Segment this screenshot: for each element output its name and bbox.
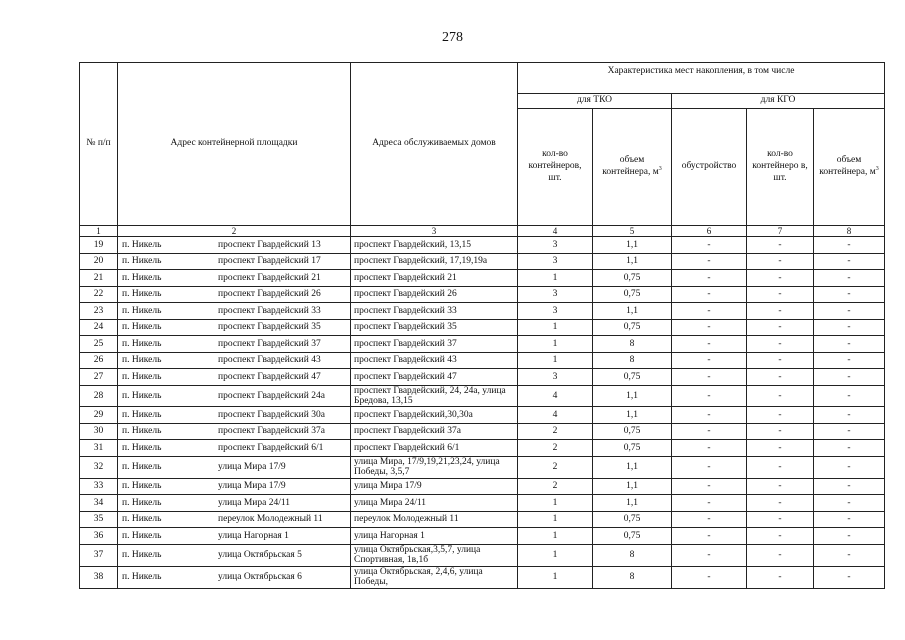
row-number: 22 [80, 286, 118, 303]
header-kgo-arrangement: обустройство [672, 109, 747, 226]
kgo-arrangement: - [672, 385, 747, 407]
site-street: проспект Гвардейский 26 [218, 289, 321, 300]
kgo-count: - [747, 303, 814, 320]
settlement: п. Никель [122, 409, 162, 420]
kgo-volume: - [814, 511, 885, 528]
table-row [80, 385, 885, 407]
tko-volume: 1,1 [593, 385, 672, 407]
site-street: проспект Гвардейский 24а [218, 390, 325, 401]
tko-count: 4 [518, 407, 593, 424]
settlement: п. Никель [122, 239, 162, 250]
settlement: п. Никель [122, 256, 162, 267]
kgo-volume: - [814, 385, 885, 407]
kgo-volume: - [814, 319, 885, 336]
row-number: 34 [80, 495, 118, 512]
table-row [80, 511, 885, 528]
site-street: проспект Гвардейский 37 [218, 338, 321, 349]
kgo-arrangement: - [672, 270, 747, 287]
table-row [80, 270, 885, 287]
row-number: 33 [80, 478, 118, 495]
row-number: 23 [80, 303, 118, 320]
row-number: 27 [80, 369, 118, 386]
site-street: проспект Гвардейский 13 [218, 239, 321, 250]
site-address [118, 544, 351, 566]
header-served-houses: Адреса обслуживаемых домов [351, 63, 518, 226]
row-number: 24 [80, 319, 118, 336]
table-row [80, 456, 885, 478]
served-houses: проспект Гвардейский 35 [351, 319, 518, 336]
site-address [118, 369, 351, 386]
row-number: 29 [80, 407, 118, 424]
tko-count: 2 [518, 478, 593, 495]
site-street: проспект Гвардейский 47 [218, 371, 321, 382]
kgo-arrangement: - [672, 544, 747, 566]
kgo-volume: - [814, 407, 885, 424]
site-street: улица Октябрьская 6 [218, 571, 302, 582]
settlement: п. Никель [122, 571, 162, 582]
tko-count: 1 [518, 352, 593, 369]
site-address [118, 478, 351, 495]
table-row [80, 528, 885, 545]
served-houses: улица Мира, 17/9,19,21,23,24, улица Победы, 3,5,7 [351, 456, 518, 478]
column-number: 1 [80, 226, 118, 237]
kgo-volume: - [814, 286, 885, 303]
kgo-count: - [747, 566, 814, 588]
settlement: п. Никель [122, 371, 162, 382]
settlement: п. Никель [122, 390, 162, 401]
site-address [118, 495, 351, 512]
tko-volume: 8 [593, 352, 672, 369]
kgo-volume: - [814, 423, 885, 440]
kgo-count: - [747, 544, 814, 566]
site-street: улица Мира 24/11 [218, 497, 290, 508]
column-number: 2 [118, 226, 351, 237]
kgo-count: - [747, 385, 814, 407]
kgo-volume: - [814, 253, 885, 270]
row-number: 28 [80, 385, 118, 407]
table-row [80, 544, 885, 566]
header-characteristics: Характеристика мест накопления, в том числе [518, 63, 885, 94]
header-kgo-count: кол-во контейнеро в, шт. [747, 109, 814, 226]
tko-volume: 8 [593, 544, 672, 566]
site-address [118, 423, 351, 440]
kgo-count: - [747, 253, 814, 270]
row-number: 37 [80, 544, 118, 566]
column-number: 5 [593, 226, 672, 237]
served-houses: проспект Гвардейский 37 [351, 336, 518, 353]
page-number: 278 [442, 30, 463, 45]
site-address [118, 286, 351, 303]
tko-count: 1 [518, 544, 593, 566]
kgo-volume: - [814, 544, 885, 566]
kgo-count: - [747, 407, 814, 424]
settlement: п. Никель [122, 272, 162, 283]
tko-count: 4 [518, 385, 593, 407]
kgo-volume: - [814, 352, 885, 369]
kgo-count: - [747, 528, 814, 545]
kgo-arrangement: - [672, 440, 747, 457]
header-num: № п/п [80, 63, 118, 226]
served-houses: проспект Гвардейский,30,30а [351, 407, 518, 424]
tko-volume: 1,1 [593, 253, 672, 270]
site-street: проспект Гвардейский 30а [218, 409, 325, 420]
header-site-address: Адрес контейнерной площадки [118, 63, 351, 226]
served-houses: проспект Гвардейский 43 [351, 352, 518, 369]
column-number: 7 [747, 226, 814, 237]
site-street: проспект Гвардейский 43 [218, 355, 321, 366]
row-number: 38 [80, 566, 118, 588]
site-street: улица Нагорная 1 [218, 530, 289, 541]
site-address [118, 303, 351, 320]
kgo-arrangement: - [672, 286, 747, 303]
row-number: 26 [80, 352, 118, 369]
tko-count: 1 [518, 495, 593, 512]
table-row [80, 566, 885, 588]
tko-volume: 8 [593, 336, 672, 353]
tko-count: 3 [518, 369, 593, 386]
site-address [118, 456, 351, 478]
tko-count: 3 [518, 237, 593, 254]
site-street: проспект Гвардейский 35 [218, 322, 321, 333]
table-row [80, 369, 885, 386]
kgo-count: - [747, 237, 814, 254]
kgo-count: - [747, 319, 814, 336]
kgo-arrangement: - [672, 566, 747, 588]
served-houses: проспект Гвардейский, 17,19,19а [351, 253, 518, 270]
tko-volume: 0,75 [593, 286, 672, 303]
column-number-row [80, 226, 885, 237]
kgo-arrangement: - [672, 237, 747, 254]
tko-volume: 0,75 [593, 440, 672, 457]
site-street: проспект Гвардейский 6/1 [218, 442, 324, 453]
tko-volume: 0,75 [593, 270, 672, 287]
settlement: п. Никель [122, 442, 162, 453]
site-address [118, 407, 351, 424]
table-row [80, 352, 885, 369]
kgo-count: - [747, 286, 814, 303]
kgo-count: - [747, 495, 814, 512]
settlement: п. Никель [122, 530, 162, 541]
settlement: п. Никель [122, 322, 162, 333]
tko-volume: 1,1 [593, 237, 672, 254]
kgo-volume: - [814, 456, 885, 478]
site-address [118, 253, 351, 270]
site-address [118, 352, 351, 369]
site-address [118, 528, 351, 545]
served-houses: улица Октябрьская,3,5,7, улица Спортивная, 1в,1б [351, 544, 518, 566]
site-street: проспект Гвардейский 21 [218, 272, 321, 283]
settlement: п. Никель [122, 549, 162, 560]
tko-count: 1 [518, 511, 593, 528]
tko-volume: 1,1 [593, 495, 672, 512]
settlement: п. Никель [122, 355, 162, 366]
column-number: 8 [814, 226, 885, 237]
kgo-arrangement: - [672, 407, 747, 424]
table-row [80, 237, 885, 254]
served-houses: улица Октябрьская, 2,4,6, улица Победы, [351, 566, 518, 588]
kgo-arrangement: - [672, 495, 747, 512]
site-street: переулок Молодежный 11 [218, 514, 323, 525]
tko-count: 3 [518, 303, 593, 320]
served-houses: проспект Гвардейский 6/1 [351, 440, 518, 457]
kgo-volume: - [814, 369, 885, 386]
tko-count: 2 [518, 423, 593, 440]
served-houses: переулок Молодежный 11 [351, 511, 518, 528]
served-houses: проспект Гвардейский 37а [351, 423, 518, 440]
kgo-volume: - [814, 336, 885, 353]
kgo-volume: - [814, 303, 885, 320]
tko-volume: 8 [593, 566, 672, 588]
header-kgo-volume: объем контейнера, $м^3$ [814, 109, 885, 226]
row-number: 25 [80, 336, 118, 353]
kgo-arrangement: - [672, 369, 747, 386]
settlement: п. Никель [122, 338, 162, 349]
site-address [118, 270, 351, 287]
settlement: п. Никель [122, 514, 162, 525]
served-houses: улица Нагорная 1 [351, 528, 518, 545]
table-row [80, 423, 885, 440]
tko-count: 1 [518, 319, 593, 336]
site-street: проспект Гвардейский 17 [218, 256, 321, 267]
settlement: п. Никель [122, 426, 162, 437]
tko-volume: 1,1 [593, 407, 672, 424]
settlement: п. Никель [122, 497, 162, 508]
table-row [80, 303, 885, 320]
site-street: улица Октябрьская 5 [218, 549, 302, 560]
header-tko-volume: объем контейнера, $м^3$ [593, 109, 672, 226]
tko-volume: 0,75 [593, 511, 672, 528]
site-address [118, 319, 351, 336]
kgo-count: - [747, 369, 814, 386]
kgo-count: - [747, 336, 814, 353]
tko-volume: 0,75 [593, 423, 672, 440]
row-number: 30 [80, 423, 118, 440]
site-street: улица Мира 17/9 [218, 481, 286, 492]
kgo-arrangement: - [672, 528, 747, 545]
kgo-volume: - [814, 237, 885, 254]
kgo-volume: - [814, 270, 885, 287]
container-sites-table [79, 62, 885, 589]
kgo-arrangement: - [672, 456, 747, 478]
site-address [118, 336, 351, 353]
served-houses: проспект Гвардейский, 24, 24а, улица Бредова, 13,15 [351, 385, 518, 407]
settlement: п. Никель [122, 305, 162, 316]
kgo-count: - [747, 270, 814, 287]
tko-volume: 1,1 [593, 456, 672, 478]
settlement: п. Никель [122, 481, 162, 492]
kgo-arrangement: - [672, 478, 747, 495]
served-houses: проспект Гвардейский 26 [351, 286, 518, 303]
kgo-volume: - [814, 566, 885, 588]
tko-count: 2 [518, 440, 593, 457]
table-row [80, 319, 885, 336]
kgo-arrangement: - [672, 423, 747, 440]
row-number: 35 [80, 511, 118, 528]
row-number: 21 [80, 270, 118, 287]
site-address [118, 566, 351, 588]
tko-volume: 1,1 [593, 303, 672, 320]
kgo-count: - [747, 440, 814, 457]
tko-count: 3 [518, 286, 593, 303]
served-houses: проспект Гвардейский 21 [351, 270, 518, 287]
site-address [118, 511, 351, 528]
column-number: 4 [518, 226, 593, 237]
kgo-volume: - [814, 528, 885, 545]
served-houses: проспект Гвардейский 33 [351, 303, 518, 320]
kgo-arrangement: - [672, 352, 747, 369]
tko-count: 1 [518, 336, 593, 353]
served-houses: улица Мира 24/11 [351, 495, 518, 512]
table-row [80, 286, 885, 303]
table-row [80, 253, 885, 270]
kgo-count: - [747, 456, 814, 478]
site-address [118, 440, 351, 457]
header-tko: для ТКО [518, 94, 672, 109]
table-row [80, 440, 885, 457]
kgo-count: - [747, 423, 814, 440]
kgo-volume: - [814, 440, 885, 457]
site-address [118, 385, 351, 407]
kgo-arrangement: - [672, 253, 747, 270]
kgo-arrangement: - [672, 319, 747, 336]
row-number: 36 [80, 528, 118, 545]
tko-count: 3 [518, 253, 593, 270]
tko-count: 1 [518, 566, 593, 588]
settlement: п. Никель [122, 289, 162, 300]
kgo-volume: - [814, 478, 885, 495]
settlement: п. Никель [122, 462, 162, 473]
tko-count: 1 [518, 270, 593, 287]
tko-count: 2 [518, 456, 593, 478]
kgo-arrangement: - [672, 303, 747, 320]
table-row [80, 495, 885, 512]
site-street: проспект Гвардейский 37а [218, 426, 325, 437]
site-street: улица Мира 17/9 [218, 462, 286, 473]
kgo-count: - [747, 478, 814, 495]
header-kgo: для КГО [672, 94, 885, 109]
row-number: 32 [80, 456, 118, 478]
row-number: 31 [80, 440, 118, 457]
kgo-count: - [747, 352, 814, 369]
column-number: 6 [672, 226, 747, 237]
tko-volume: 1,1 [593, 478, 672, 495]
header-tko-count: кол-во контейнеров, шт. [518, 109, 593, 226]
served-houses: проспект Гвардейский, 13,15 [351, 237, 518, 254]
tko-volume: 0,75 [593, 528, 672, 545]
table-row [80, 407, 885, 424]
column-number: 3 [351, 226, 518, 237]
table-row [80, 336, 885, 353]
served-houses: проспект Гвардейский 47 [351, 369, 518, 386]
site-address [118, 237, 351, 254]
row-number: 19 [80, 237, 118, 254]
tko-count: 1 [518, 528, 593, 545]
kgo-count: - [747, 511, 814, 528]
kgo-arrangement: - [672, 336, 747, 353]
served-houses: улица Мира 17/9 [351, 478, 518, 495]
table-row [80, 478, 885, 495]
row-number: 20 [80, 253, 118, 270]
kgo-volume: - [814, 495, 885, 512]
tko-volume: 0,75 [593, 319, 672, 336]
kgo-arrangement: - [672, 511, 747, 528]
site-street: проспект Гвардейский 33 [218, 305, 321, 316]
tko-volume: 0,75 [593, 369, 672, 386]
